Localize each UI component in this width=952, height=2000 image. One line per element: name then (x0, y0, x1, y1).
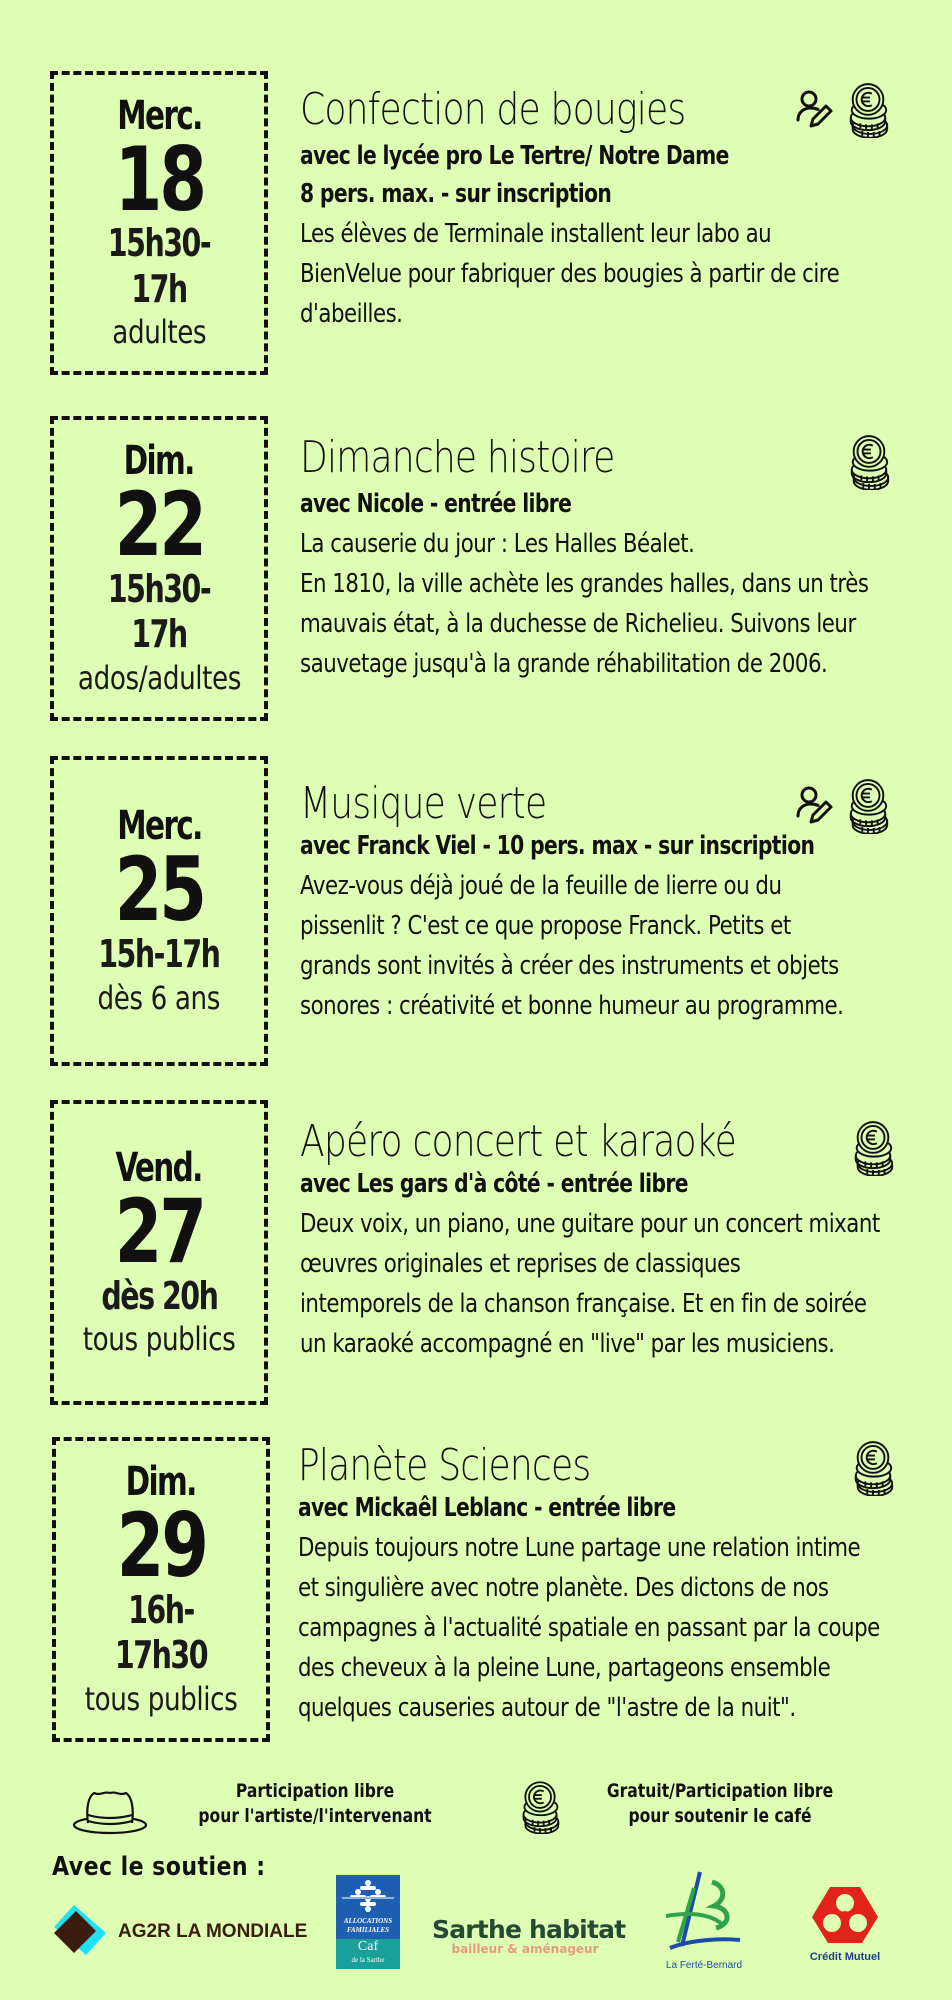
caf-teal-panel (336, 1939, 400, 1969)
coins-euro-icon (518, 1780, 562, 1834)
event-description (298, 1528, 921, 1728)
description-line: Les élèves de Terminale installent leur labo au (300, 218, 772, 249)
day-number: 22 (114, 473, 204, 577)
event-content (300, 434, 925, 684)
event-description (300, 866, 923, 1026)
caf-text: Caf (357, 1939, 379, 1954)
event-icons (850, 1120, 896, 1176)
credit-mutuel-text: Crédit Mutuel (809, 1951, 881, 1963)
event-time: 16h-17h30 (114, 1587, 208, 1678)
caf-blue-panel (336, 1875, 400, 1939)
coins-euro-icon (850, 1120, 896, 1176)
event-subtitle: avec Franck Viel - 10 pers. max - sur inscription (300, 831, 815, 862)
description-line: Avez-vous déjà joué de la feuille de lierre ou du (300, 871, 782, 902)
description-line: quelques causeries autour de "l'astre de la nuit". (298, 1693, 796, 1724)
description-line: grands sont invités à créer des instruments et objets (300, 951, 839, 982)
registration-icon (795, 786, 835, 826)
event-subtitle: avec Les gars d'à côté - entrée libre (300, 1169, 688, 1200)
event-title: Confection de bougies (300, 84, 686, 135)
event-audience: tous publics (84, 1679, 238, 1718)
event-audience: dès 6 ans (97, 978, 221, 1017)
event-description (300, 524, 923, 684)
ag2r-logo (52, 1905, 312, 1961)
description-line: mauvais état, à la duchesse de Richelieu. Suivons leur (300, 609, 856, 640)
day-number: 18 (114, 127, 204, 231)
ferte-text: La Ferté-Bernard (665, 1960, 743, 1971)
description-line: La causerie du jour : Les Halles Béalet. (300, 529, 695, 560)
event-time: 15h30-17h (107, 221, 211, 311)
support-title: Avec le soutien : (52, 1852, 266, 1882)
legend-line: Gratuit/Participation libre (606, 1780, 834, 1802)
day-of-week: Merc. (116, 803, 202, 850)
sarthe-habitat-tagline: bailleur & aménageur (451, 1942, 599, 1956)
event-content (300, 1118, 925, 1364)
event-icons (795, 778, 891, 834)
description-line: sauvetage jusqu'à la grande réhabilitation de 2006. (300, 649, 828, 680)
day-number: 27 (114, 1179, 204, 1283)
caf-logo (336, 1875, 400, 1971)
event-description (300, 1204, 923, 1364)
date-box (50, 756, 268, 1066)
hat-legend-text (192, 1779, 438, 1829)
caf-family-icon (336, 1877, 400, 1917)
credit-mutuel-emblem-icon (810, 1885, 880, 1945)
event-description (300, 214, 923, 334)
day-of-week: Vend. (115, 1144, 203, 1191)
day-of-week: Dim. (125, 1459, 197, 1506)
event-title: Planète Sciences (298, 1440, 591, 1491)
event-audience: ados/adultes (77, 658, 241, 697)
event-title: Dimanche histoire (300, 432, 615, 483)
sarthe-habitat-logo (432, 1915, 632, 1956)
description-line: intemporels de la chanson française. Et en fin de soirée (300, 1289, 867, 1320)
event-audience: adultes (112, 313, 206, 352)
legend-line: pour l'artiste/l'intervenant (198, 1805, 432, 1827)
event-title: Musique verte (300, 778, 547, 829)
description-line: Depuis toujours notre Lune partage une relation intime (298, 1533, 861, 1564)
legend-line: Participation libre (235, 1780, 395, 1802)
la-ferte-bernard-logo (660, 1868, 750, 1978)
caf-text: de la Sarthe (351, 1956, 385, 1964)
description-line: pissenlit ? C'est ce que propose Franck. Petits et (300, 911, 791, 942)
description-line: Deux voix, un piano, une guitare pour un concert mixant (300, 1209, 880, 1240)
ag2r-emblem-icon (52, 1905, 108, 1961)
legend-line: pour soutenir le café (628, 1805, 812, 1827)
event-subtitle: 8 pers. max. - sur inscription (300, 179, 612, 210)
coins-euro-icon (845, 778, 891, 834)
day-of-week: Merc. (116, 92, 202, 139)
day-number: 25 (114, 838, 204, 942)
pricing-legend (0, 1775, 952, 1835)
date-box (50, 71, 268, 375)
coins-euro-icon (846, 434, 892, 490)
date-box (52, 1437, 270, 1742)
date-box (50, 416, 268, 721)
caf-text: ALLOCATIONS (343, 1917, 393, 1925)
event-subtitle: avec le lycée pro Le Tertre/ Notre Dame (300, 141, 729, 172)
coins-euro-icon (850, 1440, 896, 1496)
description-line: BienVelue pour fabriquer des bougies à partir de cire (300, 258, 840, 289)
event-time: 15h-17h (98, 932, 220, 976)
description-line: un karaoké accompagné en "live" par les musiciens. (300, 1329, 835, 1360)
description-line: En 1810, la ville achète les grandes halles, dans un très (300, 569, 869, 600)
coins-legend-text (597, 1779, 843, 1829)
description-line: campagnes à l'actualité spatiale en passant par la coupe (298, 1613, 880, 1644)
description-line: d'abeilles. (300, 298, 403, 329)
sarthe-habitat-text: Sarthe habitat (432, 1915, 626, 1944)
description-line: œuvres originales et reprises de classiques (300, 1249, 741, 1280)
day-number: 29 (116, 1494, 206, 1598)
coins-euro-icon (845, 82, 891, 138)
description-line: sonores : créativité et bonne humeur au programme. (300, 991, 844, 1022)
event-title: Apéro concert et karaoké (300, 1116, 736, 1167)
description-line: des cheveux à la pleine Lune, partageons ensemble (298, 1653, 831, 1684)
ferte-emblem-icon (660, 1868, 750, 1958)
event-icons (846, 434, 892, 490)
registration-icon (795, 90, 835, 130)
event-audience: tous publics (82, 1320, 236, 1359)
ag2r-text: AG2R LA MONDIALE (118, 1921, 308, 1942)
caf-text: FAMILIALES (346, 1926, 390, 1934)
event-subtitle: avec Nicole - entrée libre (300, 489, 572, 520)
event-subtitle: avec Mickaêl Leblanc - entrée libre (298, 1493, 676, 1524)
event-time: 15h30-17h (107, 566, 211, 657)
credit-mutuel-logo (800, 1885, 890, 1975)
event-time: dès 20h (100, 1273, 218, 1318)
event-icons (850, 1440, 896, 1496)
date-box (50, 1100, 268, 1405)
event-content (298, 1442, 923, 1728)
day-of-week: Dim. (123, 438, 195, 485)
event-icons (795, 82, 891, 138)
hat-icon (72, 1789, 148, 1835)
description-line: et singulière avec notre planète. Des dictons de nos (298, 1573, 829, 1604)
